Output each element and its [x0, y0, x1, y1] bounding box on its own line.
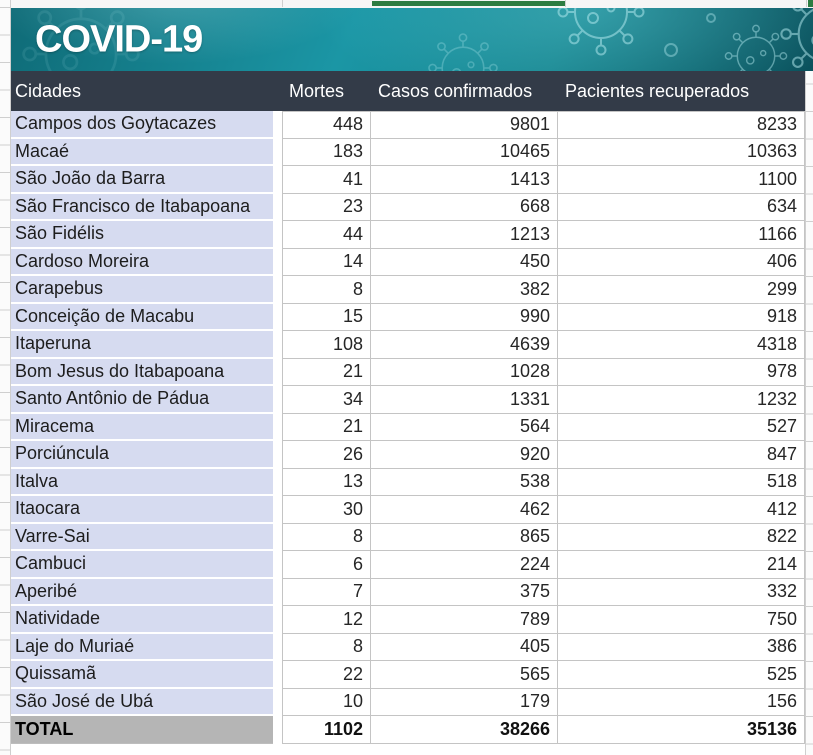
- column-gap: [273, 579, 282, 607]
- recovered-cell[interactable]: 299: [558, 276, 805, 304]
- column-gap: [273, 689, 282, 717]
- recovered-cell[interactable]: 1166: [558, 221, 805, 249]
- recovered-cell[interactable]: 386: [558, 634, 805, 662]
- recovered-cell[interactable]: 214: [558, 551, 805, 579]
- cases-cell[interactable]: 920: [371, 441, 558, 469]
- recovered-cell[interactable]: 35136: [558, 716, 805, 744]
- sheet-gutter-left: [0, 0, 11, 755]
- deaths-cell[interactable]: 23: [282, 194, 371, 222]
- column-gap: [273, 331, 282, 359]
- city-cell[interactable]: Bom Jesus do Itabapoana: [11, 359, 273, 387]
- header-pacientes[interactable]: Pacientes recuperados: [565, 80, 750, 101]
- city-cell[interactable]: Miracema: [11, 414, 273, 442]
- deaths-cell[interactable]: 22: [282, 661, 371, 689]
- table-row: [11, 139, 805, 167]
- table-row: [11, 441, 805, 469]
- deaths-cell[interactable]: 8: [282, 524, 371, 552]
- column-gap: [273, 111, 282, 139]
- page-title: COVID-19: [35, 18, 203, 60]
- cases-cell[interactable]: 375: [371, 579, 558, 607]
- deaths-cell[interactable]: 30: [282, 496, 371, 524]
- deaths-cell[interactable]: 44: [282, 221, 371, 249]
- city-cell[interactable]: Itaocara: [11, 496, 273, 524]
- deaths-cell[interactable]: 448: [282, 111, 371, 139]
- cases-cell[interactable]: 9801: [371, 111, 558, 139]
- cases-cell[interactable]: 405: [371, 634, 558, 662]
- cases-cell[interactable]: 462: [371, 496, 558, 524]
- city-cell[interactable]: Carapebus: [11, 276, 273, 304]
- gridline: [565, 0, 566, 7]
- recovered-cell[interactable]: 1100: [558, 166, 805, 194]
- table-row: [11, 276, 805, 304]
- column-gap: [273, 194, 282, 222]
- cases-cell[interactable]: 538: [371, 469, 558, 497]
- city-cell[interactable]: São Fidélis: [11, 221, 273, 249]
- table-row: [11, 414, 805, 442]
- city-cell[interactable]: Campos dos Goytacazes: [11, 111, 273, 139]
- covid-banner: [11, 8, 813, 71]
- cases-cell[interactable]: 382: [371, 276, 558, 304]
- gridline: [806, 0, 807, 7]
- cases-cell[interactable]: 38266: [371, 716, 558, 744]
- table-row: [11, 221, 805, 249]
- deaths-cell[interactable]: 108: [282, 331, 371, 359]
- table-row: [11, 689, 805, 717]
- column-gap: [273, 661, 282, 689]
- sheet-gutter-right: [805, 71, 813, 755]
- gridline: [282, 0, 283, 7]
- recovered-cell[interactable]: 1232: [558, 386, 805, 414]
- recovered-cell[interactable]: 8233: [558, 111, 805, 139]
- column-gap: [273, 221, 282, 249]
- column-gap: [273, 386, 282, 414]
- recovered-cell[interactable]: 156: [558, 689, 805, 717]
- city-cell[interactable]: Aperibé: [11, 579, 273, 607]
- deaths-cell[interactable]: 183: [282, 139, 371, 167]
- cases-cell[interactable]: 179: [371, 689, 558, 717]
- header-casos[interactable]: Casos confirmados: [378, 80, 533, 101]
- table-row: [11, 249, 805, 277]
- city-cell[interactable]: São João da Barra: [11, 166, 273, 194]
- table-row: [11, 551, 805, 579]
- column-gap: [273, 524, 282, 552]
- deaths-cell[interactable]: 13: [282, 469, 371, 497]
- city-cell[interactable]: Conceição de Macabu: [11, 304, 273, 332]
- deaths-cell[interactable]: 8: [282, 276, 371, 304]
- cases-cell[interactable]: 865: [371, 524, 558, 552]
- table-row: [11, 331, 805, 359]
- cases-cell[interactable]: 450: [371, 249, 558, 277]
- table-row: [11, 634, 805, 662]
- table-row: [11, 661, 805, 689]
- recovered-cell[interactable]: 518: [558, 469, 805, 497]
- deaths-cell[interactable]: 41: [282, 166, 371, 194]
- cases-cell[interactable]: 789: [371, 606, 558, 634]
- table-row: [11, 111, 805, 139]
- total-row: [11, 716, 805, 744]
- cases-cell[interactable]: 224: [371, 551, 558, 579]
- city-cell[interactable]: Quissamã: [11, 661, 273, 689]
- deaths-cell[interactable]: 21: [282, 414, 371, 442]
- recovered-cell[interactable]: 525: [558, 661, 805, 689]
- cases-cell[interactable]: 990: [371, 304, 558, 332]
- table-row: [11, 469, 805, 497]
- city-cell[interactable]: Santo Antônio de Pádua: [11, 386, 273, 414]
- recovered-cell[interactable]: 978: [558, 359, 805, 387]
- header-mortes[interactable]: Mortes: [289, 80, 345, 101]
- deaths-cell[interactable]: 21: [282, 359, 371, 387]
- cases-cell[interactable]: 565: [371, 661, 558, 689]
- deaths-cell[interactable]: 12: [282, 606, 371, 634]
- table-body: [11, 111, 805, 744]
- cases-cell[interactable]: 10465: [371, 139, 558, 167]
- city-cell[interactable]: Porciúncula: [11, 441, 273, 469]
- column-gap: [273, 304, 282, 332]
- deaths-cell[interactable]: 6: [282, 551, 371, 579]
- column-gap: [273, 606, 282, 634]
- column-gap: [273, 469, 282, 497]
- table-row: [11, 579, 805, 607]
- cases-cell[interactable]: 4639: [371, 331, 558, 359]
- cases-cell[interactable]: 1028: [371, 359, 558, 387]
- cases-cell[interactable]: 1331: [371, 386, 558, 414]
- recovered-cell[interactable]: 412: [558, 496, 805, 524]
- table-row: [11, 386, 805, 414]
- table-row: [11, 606, 805, 634]
- city-cell[interactable]: São Francisco de Itabapoana: [11, 194, 273, 222]
- city-cell[interactable]: São José de Ubá: [11, 689, 273, 717]
- deaths-cell[interactable]: 26: [282, 441, 371, 469]
- cases-cell[interactable]: 1413: [371, 166, 558, 194]
- recovered-cell[interactable]: 10363: [558, 139, 805, 167]
- city-cell[interactable]: Itaperuna: [11, 331, 273, 359]
- total-label-cell[interactable]: TOTAL: [11, 716, 273, 744]
- column-gap: [273, 496, 282, 524]
- table-row: [11, 194, 805, 222]
- column-gap: [273, 716, 282, 744]
- recovered-cell[interactable]: 406: [558, 249, 805, 277]
- column-gap: [273, 249, 282, 277]
- green-bar-shape: [372, 1, 565, 6]
- deaths-cell[interactable]: 14: [282, 249, 371, 277]
- city-cell[interactable]: Laje do Muriaé: [11, 634, 273, 662]
- recovered-cell[interactable]: 750: [558, 606, 805, 634]
- city-cell[interactable]: Varre-Sai: [11, 524, 273, 552]
- column-gap: [273, 276, 282, 304]
- column-gap: [273, 359, 282, 387]
- recovered-cell[interactable]: 634: [558, 194, 805, 222]
- recovered-cell[interactable]: 527: [558, 414, 805, 442]
- deaths-cell[interactable]: 7: [282, 579, 371, 607]
- recovered-cell[interactable]: 822: [558, 524, 805, 552]
- cases-cell[interactable]: 564: [371, 414, 558, 442]
- recovered-cell[interactable]: 918: [558, 304, 805, 332]
- table-row: [11, 524, 805, 552]
- recovered-cell[interactable]: 332: [558, 579, 805, 607]
- header-cidades[interactable]: Cidades: [15, 80, 82, 101]
- column-gap: [273, 139, 282, 167]
- table-row: [11, 359, 805, 387]
- recovered-cell[interactable]: 4318: [558, 331, 805, 359]
- deaths-cell[interactable]: 1102: [282, 716, 371, 744]
- column-gap: [273, 414, 282, 442]
- city-cell[interactable]: Italva: [11, 469, 273, 497]
- deaths-cell[interactable]: 10: [282, 689, 371, 717]
- cases-cell[interactable]: 668: [371, 194, 558, 222]
- column-gap: [273, 166, 282, 194]
- table-header-row: [11, 71, 805, 111]
- green-corner-square: [808, 0, 813, 7]
- city-cell[interactable]: Natividade: [11, 606, 273, 634]
- deaths-cell[interactable]: 15: [282, 304, 371, 332]
- deaths-cell[interactable]: 8: [282, 634, 371, 662]
- city-cell[interactable]: Cardoso Moreira: [11, 249, 273, 277]
- table-row: [11, 304, 805, 332]
- column-gap: [273, 634, 282, 662]
- spreadsheet-top-row: [0, 0, 813, 8]
- deaths-cell[interactable]: 34: [282, 386, 371, 414]
- cases-cell[interactable]: 1213: [371, 221, 558, 249]
- column-gap: [273, 551, 282, 579]
- column-gap: [273, 441, 282, 469]
- table-row: [11, 166, 805, 194]
- table-row: [11, 496, 805, 524]
- recovered-cell[interactable]: 847: [558, 441, 805, 469]
- city-cell[interactable]: Macaé: [11, 139, 273, 167]
- city-cell[interactable]: Cambuci: [11, 551, 273, 579]
